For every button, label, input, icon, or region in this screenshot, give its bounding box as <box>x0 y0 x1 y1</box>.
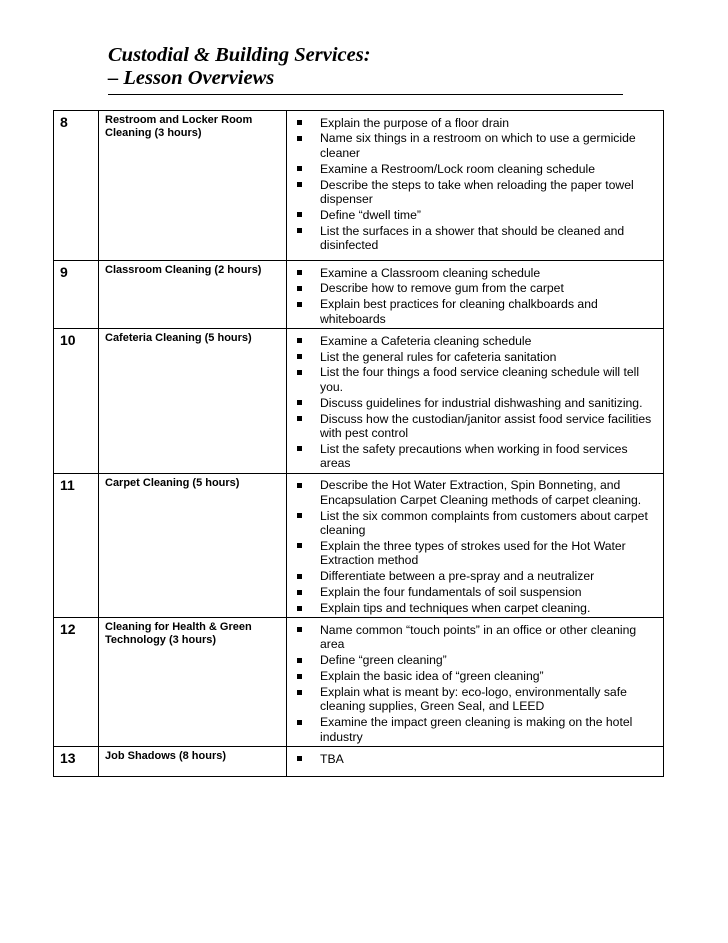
square-bullet-icon <box>297 513 302 518</box>
objective-item <box>293 281 659 295</box>
objective-text: List the general rules for cafeteria sanitation <box>320 349 557 364</box>
lesson-topic: Classroom Cleaning (2 hours) <box>99 261 287 329</box>
objective-item <box>293 653 659 667</box>
objective-text: Explain the basic idea of “green cleaning” <box>320 669 544 684</box>
objective-item <box>293 350 659 364</box>
square-bullet-icon <box>297 606 302 611</box>
lesson-overview-table <box>53 110 664 777</box>
objective-item <box>293 569 659 583</box>
objective-item <box>293 685 659 714</box>
objective-text: Discuss how the custodian/janitor assist food service facilities with pest control <box>320 411 652 441</box>
square-bullet-icon <box>297 574 302 579</box>
square-bullet-icon <box>297 338 302 343</box>
lesson-number: 11 <box>54 473 99 618</box>
objective-list <box>293 266 659 327</box>
lesson-objectives-cell <box>287 329 664 474</box>
objective-text: Describe how to remove gum from the carpet <box>320 281 564 296</box>
square-bullet-icon <box>297 658 302 663</box>
objective-text: Explain the four fundamentals of soil suspension <box>320 585 582 600</box>
objective-text: List the safety precautions when working in food services areas <box>320 441 628 471</box>
objective-item <box>293 715 659 744</box>
objective-item <box>293 224 659 253</box>
square-bullet-icon <box>297 302 302 307</box>
objective-item <box>293 669 659 683</box>
lesson-row <box>54 473 664 618</box>
lesson-topic: Cleaning for Health & Green Technology (3 hours) <box>99 618 287 747</box>
square-bullet-icon <box>297 416 302 421</box>
objective-text: TBA <box>320 751 344 766</box>
lesson-topic: Restroom and Locker Room Cleaning (3 hours) <box>99 111 287 261</box>
square-bullet-icon <box>297 756 302 761</box>
lesson-topic: Cafeteria Cleaning (5 hours) <box>99 329 287 474</box>
square-bullet-icon <box>297 590 302 595</box>
objective-item <box>293 334 659 348</box>
lesson-row <box>54 618 664 747</box>
objective-text: Examine a Classroom cleaning schedule <box>320 265 541 280</box>
objective-item <box>293 162 659 176</box>
objective-text: List the four things a food service cleaning schedule will tell you. <box>320 365 640 394</box>
square-bullet-icon <box>297 720 302 725</box>
objective-list <box>293 334 659 471</box>
square-bullet-icon <box>297 370 302 375</box>
objective-item <box>293 478 659 507</box>
objective-text: Describe the Hot Water Extraction, Spin Bonneting, and Encapsulation Carpet Cleaning methods of carpet cleaning. <box>320 478 642 507</box>
objective-item <box>293 178 659 207</box>
page-title-line-1: Custodial & Building Services: <box>108 44 371 66</box>
lesson-number: 9 <box>54 261 99 329</box>
objective-text: Explain the three types of strokes used for the Hot Water Extraction method <box>320 538 626 568</box>
objective-text: Define “green cleaning” <box>320 653 447 668</box>
objective-item <box>293 509 659 538</box>
lesson-row <box>54 329 664 474</box>
square-bullet-icon <box>297 136 302 141</box>
lesson-table-body <box>54 111 664 777</box>
square-bullet-icon <box>297 166 302 171</box>
lesson-number: 10 <box>54 329 99 474</box>
objective-item <box>293 396 659 410</box>
objective-item <box>293 442 659 471</box>
square-bullet-icon <box>297 120 302 125</box>
square-bullet-icon <box>297 270 302 275</box>
objective-text: Describe the steps to take when reloading the paper towel dispenser <box>320 177 634 207</box>
objective-text: List the six common complaints from customers about carpet cleaning <box>320 508 648 537</box>
objective-item <box>293 623 659 652</box>
lesson-topic: Carpet Cleaning (5 hours) <box>99 473 287 618</box>
objective-text: Explain tips and techniques when carpet cleaning. <box>320 601 591 616</box>
lesson-number: 13 <box>54 747 99 777</box>
objective-text: Explain the purpose of a floor drain <box>320 115 510 130</box>
square-bullet-icon <box>297 182 302 187</box>
objective-item <box>293 585 659 599</box>
objective-item <box>293 539 659 568</box>
lesson-row <box>54 261 664 329</box>
lesson-row <box>54 747 664 777</box>
objective-item <box>293 365 659 394</box>
objective-text: Examine the impact green cleaning is making on the hotel industry <box>320 715 633 744</box>
lesson-objectives-cell <box>287 111 664 261</box>
objective-list <box>293 752 659 766</box>
square-bullet-icon <box>297 627 302 632</box>
objective-item <box>293 208 659 222</box>
objective-text: Discuss guidelines for industrial dishwashing and sanitizing. <box>320 395 643 410</box>
lesson-objectives-cell <box>287 473 664 618</box>
objective-item <box>293 752 659 766</box>
objective-list <box>293 478 659 615</box>
page-header <box>108 44 623 90</box>
objective-text: Explain best practices for cleaning chalkboards and whiteboards <box>320 297 598 326</box>
square-bullet-icon <box>297 228 302 233</box>
objective-text: Examine a Restroom/Lock room cleaning schedule <box>320 161 596 176</box>
square-bullet-icon <box>297 543 302 548</box>
objective-text: Name six things in a restroom on which to use a germicide cleaner <box>320 131 636 160</box>
square-bullet-icon <box>297 446 302 451</box>
objective-item <box>293 266 659 280</box>
objective-item <box>293 131 659 160</box>
objective-item <box>293 116 659 130</box>
objective-text: Name common “touch points” in an office or other cleaning area <box>320 622 637 652</box>
square-bullet-icon <box>297 212 302 217</box>
square-bullet-icon <box>297 286 302 291</box>
objective-text: Explain what is meant by: eco-logo, environmentally safe cleaning supplies, Green Seal, and LEED <box>320 685 627 714</box>
objective-list <box>293 623 659 744</box>
square-bullet-icon <box>297 483 302 488</box>
objective-list <box>293 116 659 253</box>
objective-text: Define “dwell time” <box>320 207 421 222</box>
objective-text: List the surfaces in a shower that should be cleaned and disinfected <box>320 223 625 253</box>
square-bullet-icon <box>297 674 302 679</box>
square-bullet-icon <box>297 354 302 359</box>
lesson-number: 12 <box>54 618 99 747</box>
square-bullet-icon <box>297 400 302 405</box>
objective-item <box>293 601 659 615</box>
lesson-number: 8 <box>54 111 99 261</box>
objective-text: Examine a Cafeteria cleaning schedule <box>320 333 532 348</box>
page-title-line-2: – Lesson Overviews <box>108 67 275 89</box>
header-rule <box>108 94 623 95</box>
lesson-topic: Job Shadows (8 hours) <box>99 747 287 777</box>
lesson-objectives-cell <box>287 747 664 777</box>
square-bullet-icon <box>297 690 302 695</box>
objective-item <box>293 412 659 441</box>
objective-item <box>293 297 659 326</box>
objective-text: Differentiate between a pre-spray and a neutralizer <box>320 569 595 584</box>
lesson-objectives-cell <box>287 618 664 747</box>
lesson-objectives-cell <box>287 261 664 329</box>
lesson-row <box>54 111 664 261</box>
